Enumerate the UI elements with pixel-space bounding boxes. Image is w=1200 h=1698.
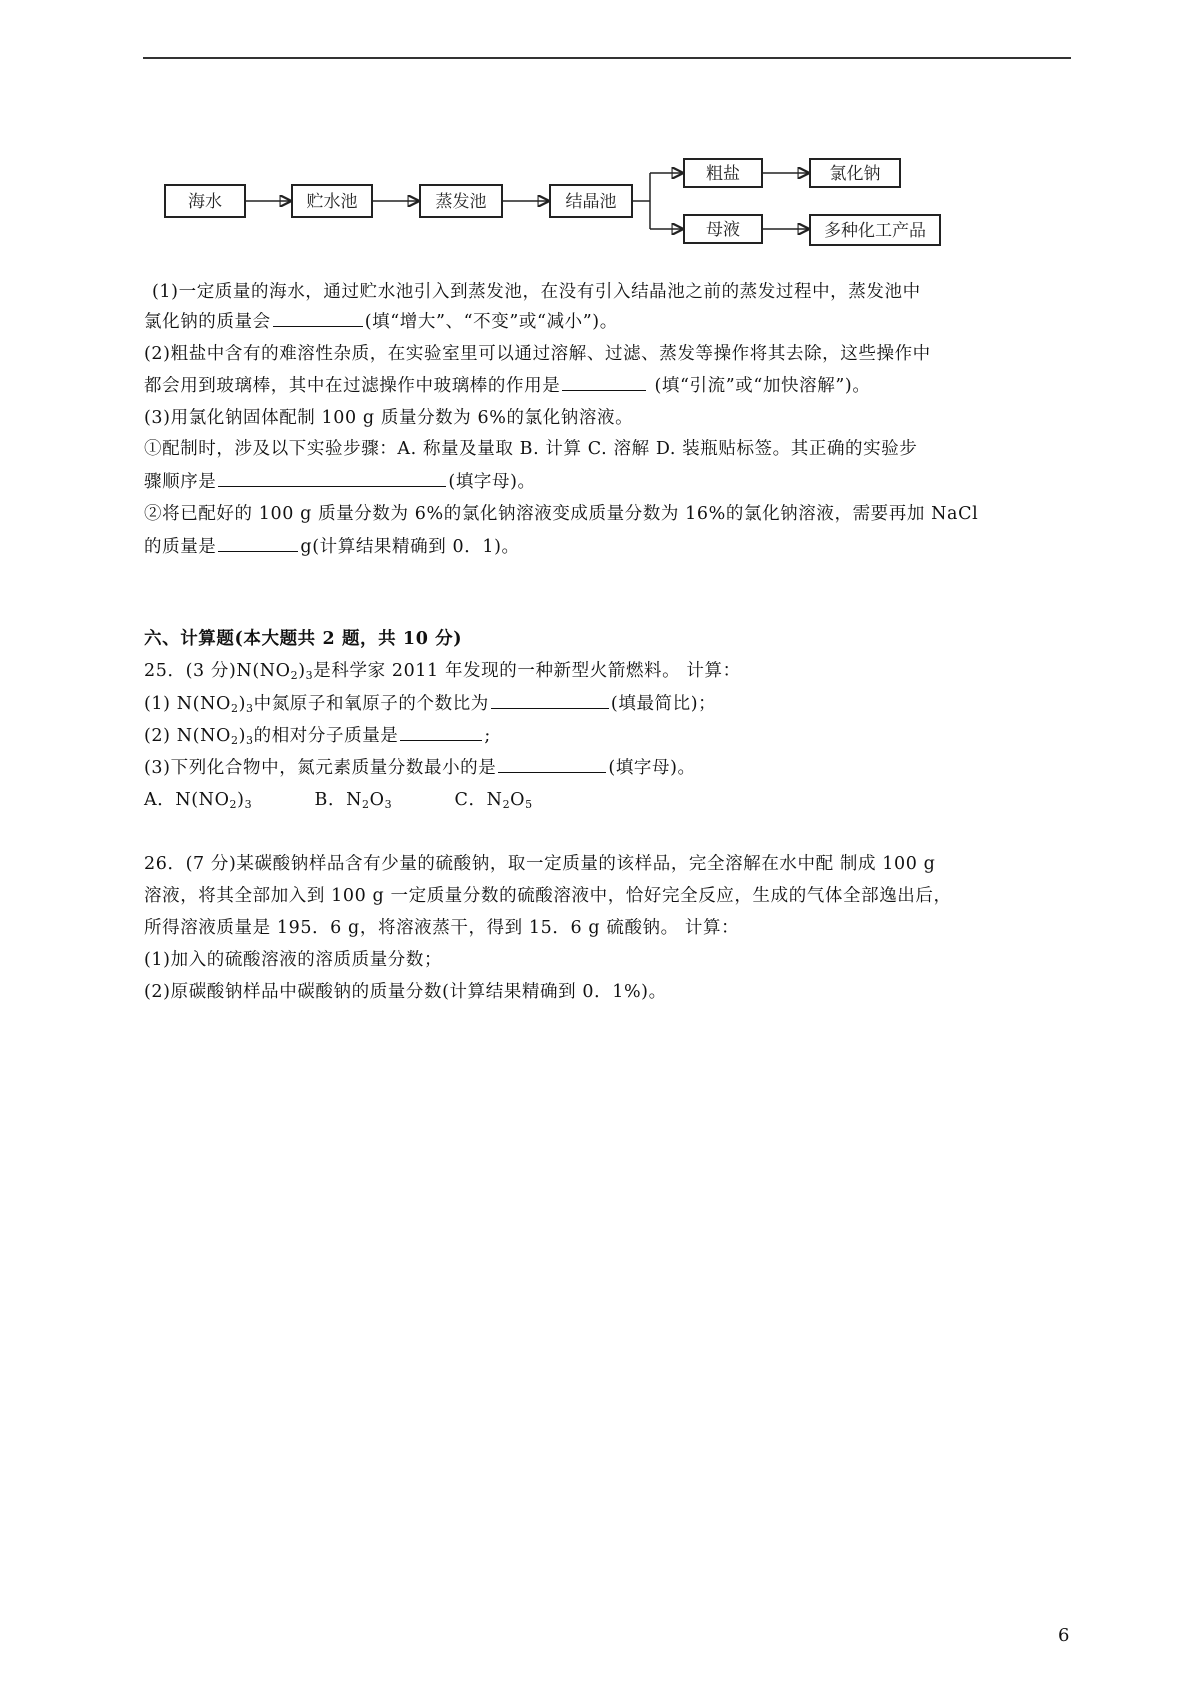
- q25-options: [144, 788, 533, 812]
- q24-p3-text: (3)用氯化钠固体配制 100 g 质量分数为 6%的氯化钠溶液。: [144, 408, 634, 428]
- label-storage-pool: 贮水池: [306, 192, 358, 212]
- option-b-text: B．N: [314, 790, 363, 810]
- label-crude-salt: 粗盐: [706, 164, 740, 184]
- q24-p2-text3: (填“引流”或“加快溶解”)。: [648, 376, 871, 396]
- q26-line1: 26．(7 分)某碳酸钠样品含有少量的硫酸钠，取一定质量的该样品，完全溶解在水中配 制成 100 g: [144, 854, 936, 874]
- q26-part2: (2)原碳酸钠样品中碳酸钠的质量分数(计算结果精确到 0．1%)。: [144, 982, 667, 1002]
- q24-part3-line1: [144, 406, 633, 430]
- subscript: 3: [246, 734, 254, 747]
- q24-p2-text1: (2)粗盐中含有的难溶性杂质，在实验室里可以通过溶解、过滤、蒸发等操作将其去除，这些操作中: [144, 344, 931, 364]
- q25-p2-text3: ;: [484, 726, 491, 746]
- q24-p3a-text2: 骤顺序是: [144, 472, 217, 492]
- q24-part3a-line2: [144, 469, 536, 494]
- q24-p3b-text3: g(计算结果精确到 0．1)。: [300, 537, 520, 557]
- sea-salt-flow-diagram: [160, 155, 960, 250]
- label-chemical-products: 多种化工产品: [824, 221, 926, 241]
- q26-line2: 溶液，将其全部加入到 100 g 一定质量分数的硫酸溶液中，恰好完全反应，生成的气体全部逸出后，: [144, 886, 952, 906]
- label-seawater: 海水: [188, 192, 222, 212]
- q24-part3b-line1: [144, 502, 978, 526]
- q24-p1-text2: 氯化钠的质量会: [144, 312, 271, 332]
- option-b: [315, 790, 393, 810]
- label-mother-liquor: 母液: [706, 220, 740, 240]
- label-crystallization-pool: 结晶池: [565, 192, 617, 212]
- subscript: 3: [246, 702, 254, 715]
- answer-blank[interactable]: [562, 373, 646, 391]
- q24-part3b-line2: [144, 534, 520, 559]
- q24-p2-text2: 都会用到玻璃棒，其中在过滤操作中玻璃棒的作用是: [144, 376, 561, 396]
- q26-line3: 所得溶液质量是 195．6 g，将溶液蒸干，得到 15．6 g 硫酸钠。 计算：: [144, 918, 740, 938]
- subscript: 2: [502, 798, 511, 811]
- q25-stem-text1: 25．(3 分)N(NO: [144, 661, 291, 681]
- q24-part2-line1: [144, 342, 931, 366]
- q26-part1: (1)加入的硫酸溶液的溶质质量分数；: [144, 950, 443, 970]
- answer-blank[interactable]: [218, 534, 298, 552]
- answer-blank[interactable]: [498, 755, 606, 773]
- option-a-text: A．N(NO: [144, 790, 230, 810]
- subscript: 2: [230, 734, 239, 747]
- q24-p1-text3: (填“增大”、“不变”或“减小”)。: [364, 312, 618, 332]
- answer-blank[interactable]: [273, 309, 363, 327]
- q24-part1-line1: [152, 280, 921, 304]
- q25-p1-text2: 中氮原子和氧原子的个数比为: [253, 694, 489, 714]
- paren: ): [238, 726, 246, 746]
- q24-p3a-text1: ①配制时，涉及以下实验步骤：A. 称量及量取 B. 计算 C. 溶解 D. 装瓶贴标签。其正确的实验步: [144, 439, 918, 459]
- q25-p2-text1: (2) N(NO: [144, 726, 231, 746]
- answer-blank[interactable]: [491, 691, 609, 709]
- header-rule: [143, 57, 1071, 59]
- q24-p3b-text1: ②将已配好的 100 g 质量分数为 6%的氯化钠溶液变成质量分数为 16%的氯化钠溶液，需要再加 NaCl: [144, 504, 979, 524]
- page-number: 6: [1058, 1625, 1070, 1646]
- oxygen-symbol: O: [510, 790, 526, 810]
- label-sodium-chloride: 氯化钠: [829, 164, 881, 184]
- q25-p1-text3: (填最简比)；: [610, 694, 717, 714]
- option-a: [144, 790, 252, 810]
- subscript: 2: [362, 798, 370, 811]
- subscript: 2: [290, 669, 299, 682]
- q25-stem-text2: 是科学家 2011 年发现的一种新型火箭燃料。 计算：: [313, 661, 741, 681]
- q25-p3-text2: (填字母)。: [608, 758, 696, 778]
- paren: ): [298, 661, 306, 681]
- subscript: 5: [525, 798, 533, 811]
- q25-p2-text2: 的相对分子质量是: [253, 726, 399, 746]
- q24-part1-line2: [144, 309, 618, 334]
- subscript: 3: [244, 798, 253, 811]
- q25-stem: [144, 659, 741, 683]
- q25-part1: [144, 691, 716, 716]
- q25-p3-text1: (3)下列化合物中，氮元素质量分数最小的是: [144, 758, 497, 778]
- option-c-text: C．N: [454, 790, 503, 810]
- label-evaporation-pool: 蒸发池: [435, 192, 487, 212]
- q25-p1-text1: (1) N(NO: [144, 694, 231, 714]
- paren: ): [237, 790, 245, 810]
- q24-part3a-line1: [144, 437, 917, 461]
- q24-p3b-text2: 的质量是: [144, 537, 217, 557]
- q25-part2: [144, 723, 491, 748]
- paren: ): [238, 694, 246, 714]
- oxygen-symbol: O: [369, 790, 385, 810]
- answer-blank[interactable]: [400, 723, 482, 741]
- q24-p1-text1: (1)一定质量的海水，通过贮水池引入到蒸发池，在没有引入结晶池之前的蒸发过程中，蒸发池中: [152, 282, 921, 302]
- subscript: 3: [305, 669, 314, 682]
- subscript: 2: [229, 798, 238, 811]
- q24-part2-line2: [144, 373, 870, 398]
- q25-part3: [144, 755, 696, 780]
- subscript: 2: [230, 702, 239, 715]
- subscript: 3: [384, 798, 393, 811]
- option-c: [455, 790, 533, 810]
- section-six-title: 六、计算题(本大题共 2 题，共 10 分): [144, 629, 463, 649]
- q24-p3a-text3: (填字母)。: [448, 472, 536, 492]
- answer-blank[interactable]: [218, 469, 446, 487]
